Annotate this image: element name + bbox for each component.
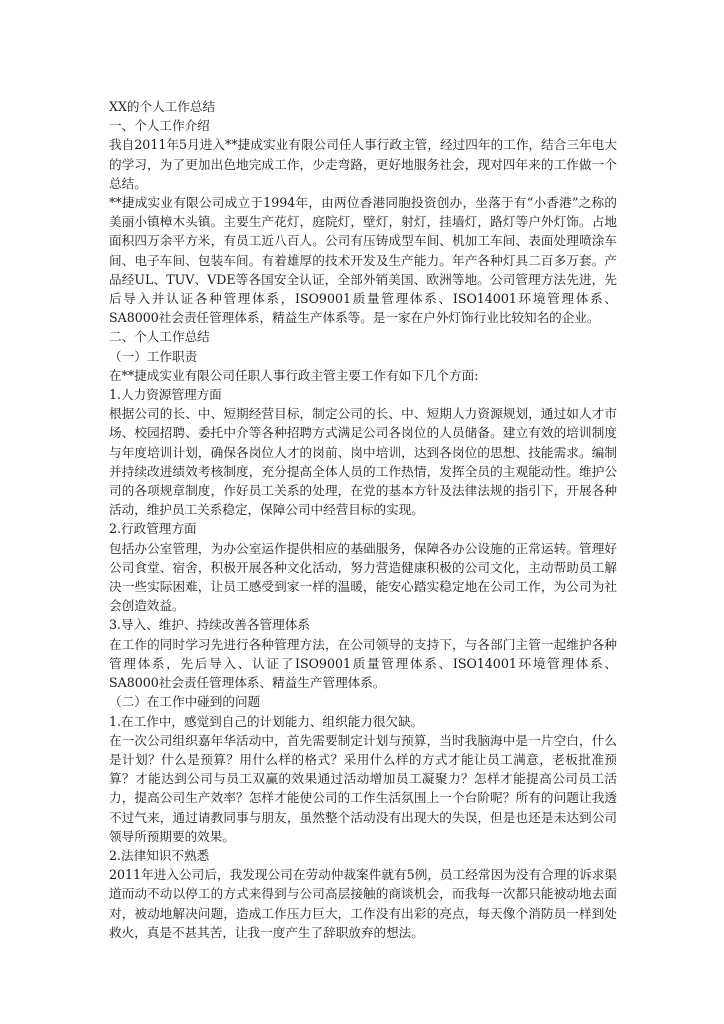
duty-2-text: 包括办公室管理，为办公室运作提供相应的基础服务，保障各办公设施的正常运转。管理好公司食堂、宿舍，积极开展各种文化活动，努力营造健康积极的公司文化，主动帮助员工解决一些实际困难，让员工感受到家一样的温暖，能安心踏实稳定地在公司工作，为公司为社会创造效益。 xyxy=(109,540,617,614)
duty-3-heading: 3.导入、维护、持续改善各管理体系 xyxy=(109,617,310,633)
subsection-1-intro: 在**捷成实业有限公司任职人事行政主管主要工作有如下几个方面: xyxy=(109,367,479,383)
document-page xyxy=(109,97,617,942)
document-title: XX的个人工作总结 xyxy=(109,99,216,114)
duty-3-text: 在工作的同时学习先进行各种管理方法，在公司领导的支持下，与各部门主管一起维护各种管理体系，先后导入、认证了ISO9001质量管理体系、ISO14001环境管理体系、SA8000社会责任管理体系、精益生产管理体系。 xyxy=(109,636,617,691)
duty-1-text: 根据公司的长、中、短期经营目标，制定公司的长、中、短期人力资源规划，通过如人才市场、校园招聘、委托中介等各种招聘方式满足公司各岗位的人员储备。建立有效的培训制度与年度培训计划，确保各岗位人才的岗前、岗中培训，达到各岗位的思想、技能需求。编制并持续改进绩效考核制度，充分提高全体人员的工作热情，发挥全员的主观能动性。维护公司的各项规章制度，作好员工关系的处理，在党的基本方针及法律法规的指引下，开展各种活动，维护员工关系稳定，保障公司中经营目标的实现。 xyxy=(109,406,617,518)
section-1-paragraph-2: **捷成实业有限公司成立于1994年，由两位香港同胞投资创办，坐落于有“小香港”之称的美丽小镇樟木头镇。主要生产花灯，庭院灯，壁灯，射灯，挂墙灯，路灯等户外灯饰。占地面积四万余平方米，有员工近八百人。公司有压铸成型车间、机加工车间、表面处理喷涂车间、电子车间、包装车间。有着雄厚的技术开发及生产能力。年产各种灯具二百多万套。产品经UL、TUV、VDE等各国安全认证，全部外销美国、欧洲等地。公司管理方法先进，先后导入并认证各种管理体系，ISO9001质量管理体系、ISO14001环境管理体系、SA8000社会责任管理体系，精益生产体系等。是一家在户外灯饰行业比较知名的企业。 xyxy=(109,195,617,326)
section-1-heading: 一、个人工作介绍 xyxy=(109,118,210,134)
problem-1-heading: 1.在工作中，感觉到自己的计划能力、组织能力很欠缺。 xyxy=(109,713,424,729)
problem-1-text: 在一次公司组织嘉年华活动中，首先需要制定计划与预算，当时我脑海中是一片空白，什么是计划？什么是预算？用什么样的格式？采用什么样的方式才能让员工满意，老板批准预算？才能达到公司与员工双赢的效果通过活动增加员工凝聚力？怎样才能提高公司员工活力，提高公司生产效率？怎样才能使公司的工作生活氛围上一个台阶呢？所有的问题让我透不过气来，通过请教同事与朋友，虽然整个活动没有出现大的失误，但是也还是未达到公司领导所预期要的效果。 xyxy=(109,732,617,844)
section-1-paragraph-1: 我自2011年5月进入**捷成实业有限公司任人事行政主管，经过四年的工作，结合三年电大的学习，为了更加出色地完成工作，少走弯路，更好地服务社会，现对四年来的工作做一个总结。 xyxy=(109,137,617,191)
duty-1-heading: 1.人力资源管理方面 xyxy=(109,387,222,403)
duty-2-heading: 2.行政管理方面 xyxy=(109,521,197,537)
problem-2-heading: 2.法律知识不熟悉 xyxy=(109,847,210,863)
problem-2-text: 2011年进入公司后，我发现公司在劳动仲裁案件就有5例，员工经常因为没有合理的诉求渠道而动不动以停工的方式来得到与公司高层接触的商谈机会，而我每一次都只能被动地去面对，被动地解决问题，造成工作压力巨大，工作没有出彩的亮点，每天像个消防员一样到处救火，真是不甚其苦，让我一度产生了辞职放弃的想法。 xyxy=(109,867,617,940)
subsection-2-heading: （二）在工作中碰到的问题 xyxy=(109,694,261,710)
subsection-1-heading: （一）工作职责 xyxy=(109,348,198,364)
section-2-heading: 二、个人工作总结 xyxy=(109,329,210,345)
